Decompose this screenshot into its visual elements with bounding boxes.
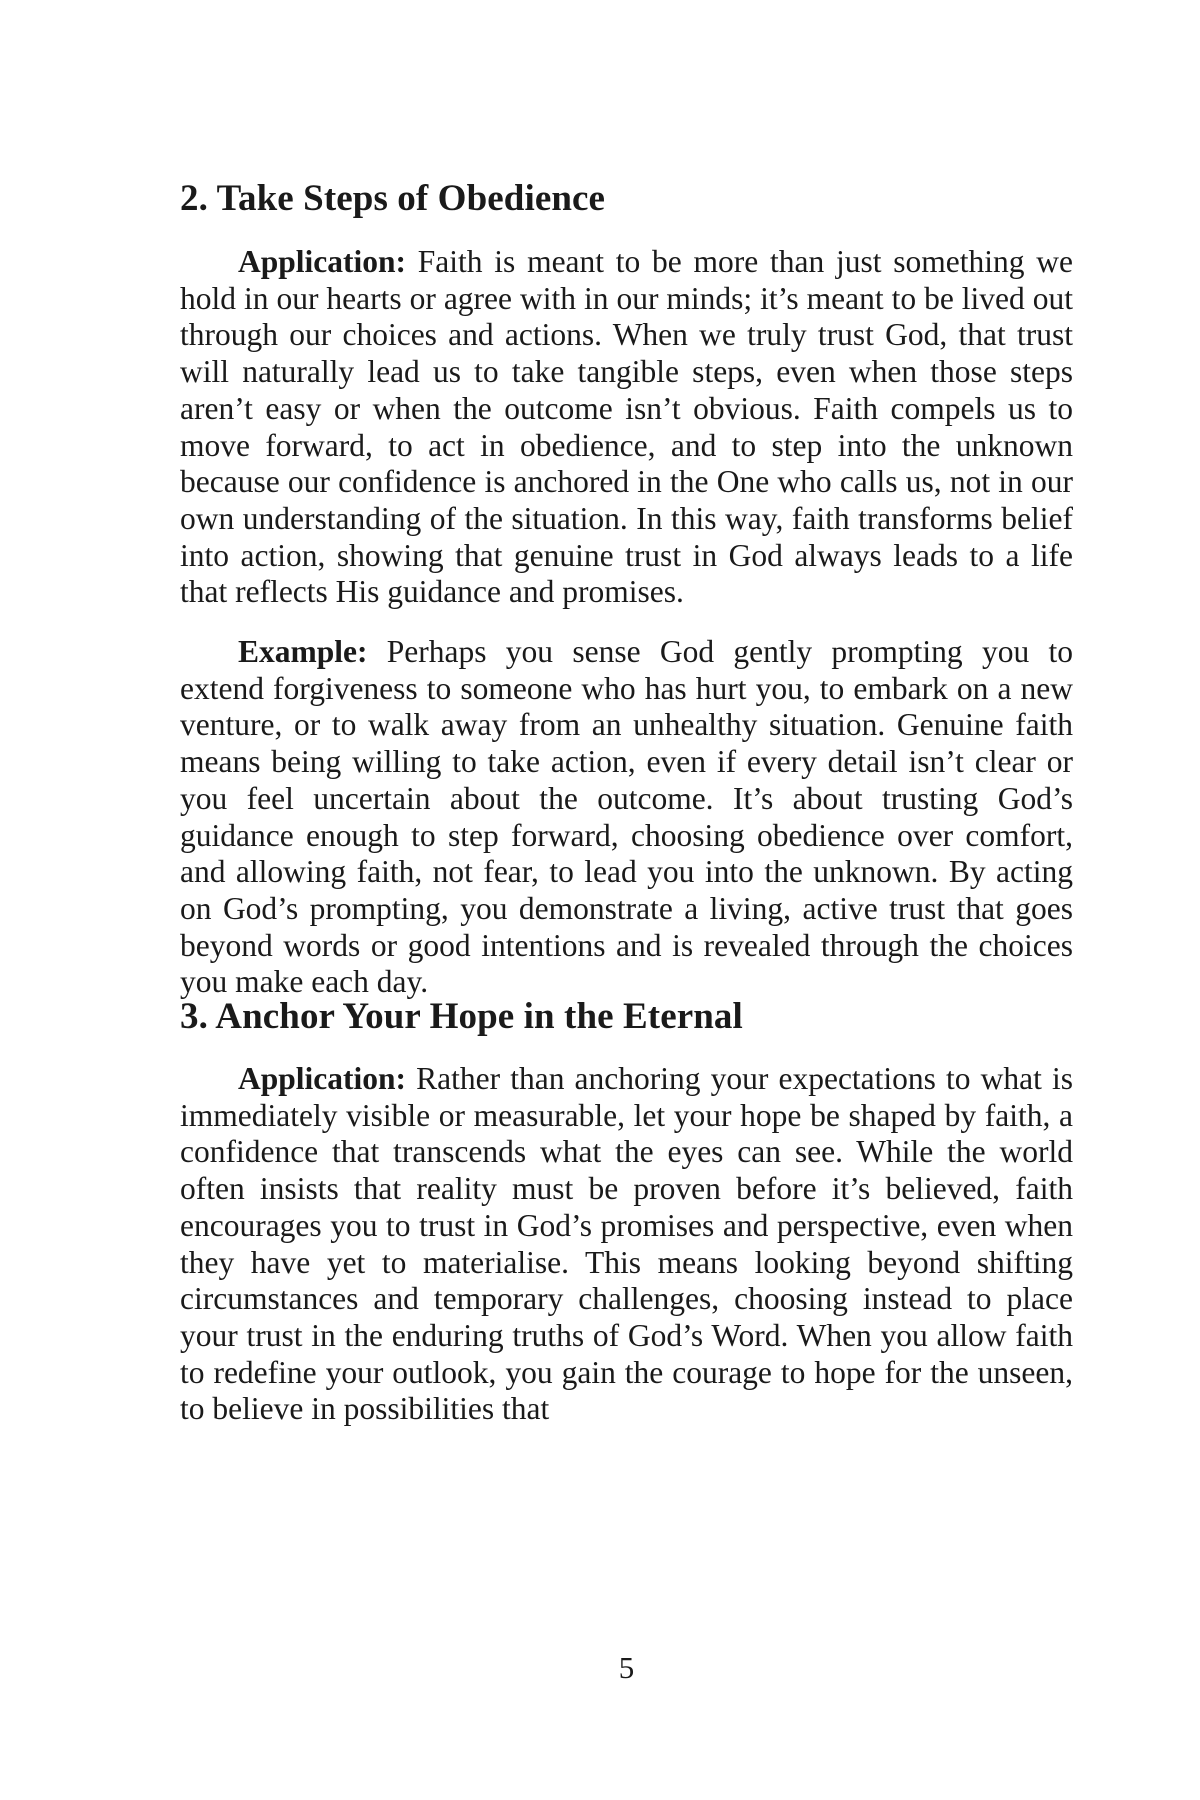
application-text: Faith is meant to be more than just something we hold in our hearts or agree with in our minds; it’s meant to be lived out through our choices and actions. When we truly trust God, that trust will naturally lead us to take tangible steps, even when those steps aren’t easy or when the outcome isn’t obvious. Faith compels us to move forward, to act in obedience, and to step into the unknown because our confidence is anchored in the One who calls us, not in our own understanding of the situation. In this way, faith transforms belief into action, showing that genuine trust in God always leads to a life that reflects His guidance and promises. [180,244,1073,610]
application-label: Application: [238,244,407,279]
example-text: Perhaps you sense God gently prompting you to extend forgiveness to someone who has hurt you, to embark on a new venture, or to walk away from an unhealthy situation. Genuine faith means being willing to take action, even if every detail isn’t clear or you feel uncertain about the outcome. It’s about trusting God’s guidance enough to step forward, choosing obedience over comfort, and allowing faith, not fear, to lead you into the unknown. By acting on God’s prompting, you demonstrate a living, active trust that goes beyond words or good intentions and is revealed through the choices you make each day. [180,634,1073,1000]
example-label: Example: [238,634,368,669]
page-number: 5 [618,1650,635,1685]
application-paragraph-hope [180,1061,1073,1428]
example-paragraph-obedience [180,634,1073,1001]
book-page [180,0,1073,1800]
application-text: Rather than anchoring your expectations to what is immediately visible or measurable, let your hope be shaped by faith, a confidence that transcends what the eyes can see. While the world often insists that reality must be proven before it’s believed, faith encourages you to trust in God’s promises and perspective, even when they have yet to materialise. This means looking beyond shifting circumstances and temporary challenges, choosing instead to place your trust in the enduring truths of God’s Word. When you allow faith to redefine your outlook, you gain the courage to hope for the unseen, to believe in possibilities that [180,1061,1073,1427]
section-heading-take-steps-of-obedience: 2. Take Steps of Obedience [180,178,606,219]
application-label: Application: [238,1061,407,1096]
application-paragraph-obedience [180,244,1073,611]
section-heading-anchor-your-hope: 3. Anchor Your Hope in the Eternal [180,996,743,1037]
